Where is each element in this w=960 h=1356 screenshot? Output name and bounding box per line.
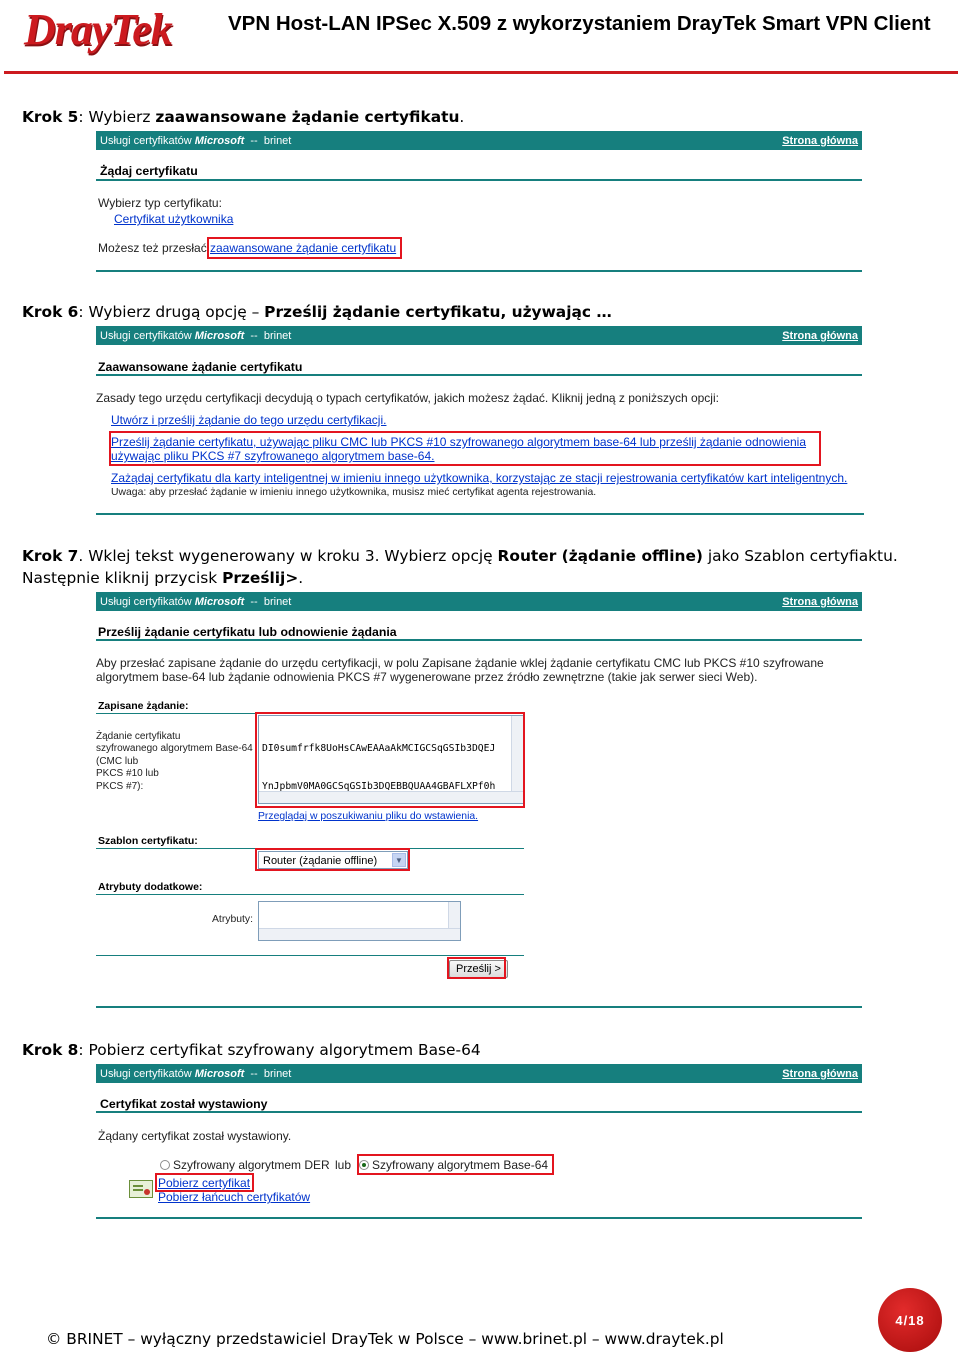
panel-heading: Prześlij żądanie certyfikatu lub odnowienie żądania	[98, 625, 397, 639]
step-7-caption: Krok 7. Wklej tekst wygenerowany w kroku 3. Wybierz opcję Router (żądanie offline) jako Szablon certyfiaktu.	[22, 547, 898, 565]
user-certificate-link[interactable]: Certyfikat użytkownika	[114, 212, 234, 226]
saved-request-textarea[interactable]: DI0sumfrfk8UoHsCAwEAAaAkMCIGCSqGSIb3DQEJ YnJpbmV0MA0GCSqGSIb3DQEBBQUAA4GBAFLXPf0h	[258, 715, 524, 804]
highlight-box	[109, 431, 821, 466]
smartcard-request-link[interactable]: Zażądaj certyfikatu dla karty inteligentnej w imieniu innego użytkownika, korzystając ze stacji rejestrowania certyfikatów kart inteligentnych.	[111, 471, 848, 485]
highlight-box	[255, 848, 410, 871]
attributes-header: Atrybuty dodatkowe:	[98, 881, 203, 893]
saved-request-header: Zapisane żądanie:	[98, 700, 189, 712]
attributes-textarea[interactable]	[258, 901, 461, 941]
download-certificate-link[interactable]: Pobierz certyfikat	[158, 1176, 251, 1190]
download-chain-link[interactable]: Pobierz łańcuch certyfikatów	[158, 1190, 311, 1204]
radio-button[interactable]	[160, 1160, 170, 1170]
home-link[interactable]: Strona główna	[782, 134, 858, 147]
advanced-request-link[interactable]: zaawansowane żądanie certyfikatu	[210, 241, 397, 255]
ms-cert-services-bar: Usługi certyfikatów Microsoft -- brinet Strona główna	[96, 326, 862, 345]
document-title: VPN Host-LAN IPSec X.509 z wykorzystaniem DrayTek Smart VPN Client	[228, 12, 931, 35]
step-6-caption: Krok 6: Wybierz drugą opcję – Prześlij żądanie certyfikatu, używając …	[22, 303, 612, 321]
highlight-box	[447, 957, 506, 979]
certificate-icon	[129, 1180, 153, 1198]
step-6-screenshot: Usługi certyfikatów Microsoft -- brinet Strona główna Zaawansowane żądanie certyfikatu Zasady tego urzędu certyfikacji decydują o typach certyfikatów, jakich możesz żądać. Kliknij jedną z poniższych opcji: Utwórz i prześlij żądanie do tego urzędu certyfikacji. Prześlij żądanie certyfikatu, używając pliku CMC lub PKCS #10 szyfrowanego algorytmem base-64 lub prześlij żądanie odnowienia używając pliku PKCS #7 szyfrowanego algorytmem base-64. Zażądaj certyfikatu dla karty inteligentnej w imieniu innego użytkownika, korzystając ze stacji rejestrowania certyfikatów kart inteligentnych. Uwaga: aby przesłać żądanie w imieniu innego użytkownika, musisz mieć certyfikat agenta rejestrowania.	[96, 326, 862, 518]
create-request-link[interactable]: Utwórz i prześlij żądanie do tego urzędu certyfikacji.	[111, 413, 387, 427]
saved-request-label: Żądanie certyfikatu szyfrowanego algorytmem Base-64 (CMC lub PKCS #10 lub PKCS #7):	[96, 731, 253, 792]
submit-request-link[interactable]: Prześlij żądanie certyfikatu, używając pliku CMC lub PKCS #10 szyfrowanego algorytmem base-64 lub prześlij żądanie odnowienia	[111, 435, 807, 449]
ms-cert-services-bar: Usługi certyfikatów Microsoft -- brinet Strona główna	[96, 131, 862, 150]
step-7-screenshot: Usługi certyfikatów Microsoft -- brinet Strona główna Prześlij żądanie certyfikatu lub odnowienie żądania Aby przesłać zapisane żądanie do urzędu certyfikacji, w polu Zapisane żądanie wklej żądanie certyfikatu CMC lub PKCS #10 szyfrowane algorytmem base-64 lub żądanie odnowienia PKCS #7 wygenerowane przez źródło zewnętrzne (takie jak serwer sieci Web). Zapisane żądanie: Żądanie certyfikatu szyfrowanego algorytmem Base-64 (CMC lub PKCS #10 lub PKCS #7): DI0sumfrfk8UoHsCAwEAAaAkMCIGCSqGSIb3DQEJ YnJpbmV0MA0GCSqGSIb3DQEBBQUAA4GBAFLXPf0h Przeglądaj w poszukiwaniu pliku do wstawienia. Szablon certyfikatu: Router (żądanie offline) ▼ Atrybuty dodatkowe: Atrybuty: Prześlij >	[96, 592, 862, 1012]
step-5-screenshot: Usługi certyfikatów Microsoft -- brinet Strona główna Żądaj certyfikatu Wybierz typ certyfikatu: Certyfikat użytkownika Możesz też przesłać zaawansowane żądanie certyfikatu	[96, 131, 862, 273]
highlight-box	[255, 712, 525, 808]
browse-file-link[interactable]: Przeglądaj w poszukiwaniu pliku do wstawienia.	[258, 811, 479, 822]
step-5-caption: Krok 5: Wybierz zaawansowane żądanie certyfikatu.	[22, 108, 465, 126]
header-divider	[4, 71, 958, 74]
radio-base64[interactable]: Szyfrowany algorytmem Base-64	[359, 1158, 548, 1172]
submit-button[interactable]: Prześlij >	[449, 960, 508, 978]
highlight-box	[207, 237, 402, 259]
step-label: Krok 5	[22, 108, 79, 126]
panel-heading: Zaawansowane żądanie certyfikatu	[98, 360, 303, 374]
draytek-logo: DrayTek	[24, 5, 172, 54]
template-header: Szablon certyfikatu:	[98, 835, 198, 847]
radio-der[interactable]: Szyfrowany algorytmem DER	[160, 1158, 330, 1172]
chevron-down-icon: ▼	[392, 853, 406, 867]
panel-heading: Żądaj certyfikatu	[100, 164, 198, 178]
step-7-caption-line2: Następnie kliknij przycisk Prześlij>.	[22, 569, 304, 587]
home-link[interactable]: Strona główna	[782, 329, 858, 342]
ms-cert-services-bar: Usługi certyfikatów Microsoft -- brinet Strona główna	[96, 592, 862, 611]
submit-request-link-cont[interactable]: używając pliku PKCS #7 szyfrowanego algorytmem base-64.	[111, 449, 435, 463]
highlight-box	[357, 1154, 554, 1175]
home-link[interactable]: Strona główna	[782, 1067, 858, 1080]
step-8-screenshot: Usługi certyfikatów Microsoft -- brinet Strona główna Certyfikat został wystawiony Żądany certyfikat został wystawiony. Szyfrowany algorytmem DER lub Szyfrowany algorytmem Base-64 Pobierz certyfikat Pobierz łańcuch certyfikatów	[96, 1064, 862, 1224]
page-number-badge: 4/18	[878, 1288, 942, 1352]
footer-text: © BRINET – wyłączny przedstawiciel DrayTek w Polsce – www.brinet.pl – www.draytek.pl	[46, 1330, 724, 1348]
step-8-caption: Krok 8: Pobierz certyfikat szyfrowany algorytmem Base-64	[22, 1041, 481, 1059]
certificate-template-select[interactable]: Router (żądanie offline) ▼	[258, 851, 408, 869]
home-link[interactable]: Strona główna	[782, 595, 858, 608]
panel-heading: Certyfikat został wystawiony	[100, 1097, 268, 1111]
ms-cert-services-bar: Usługi certyfikatów Microsoft -- brinet Strona główna	[96, 1064, 862, 1083]
